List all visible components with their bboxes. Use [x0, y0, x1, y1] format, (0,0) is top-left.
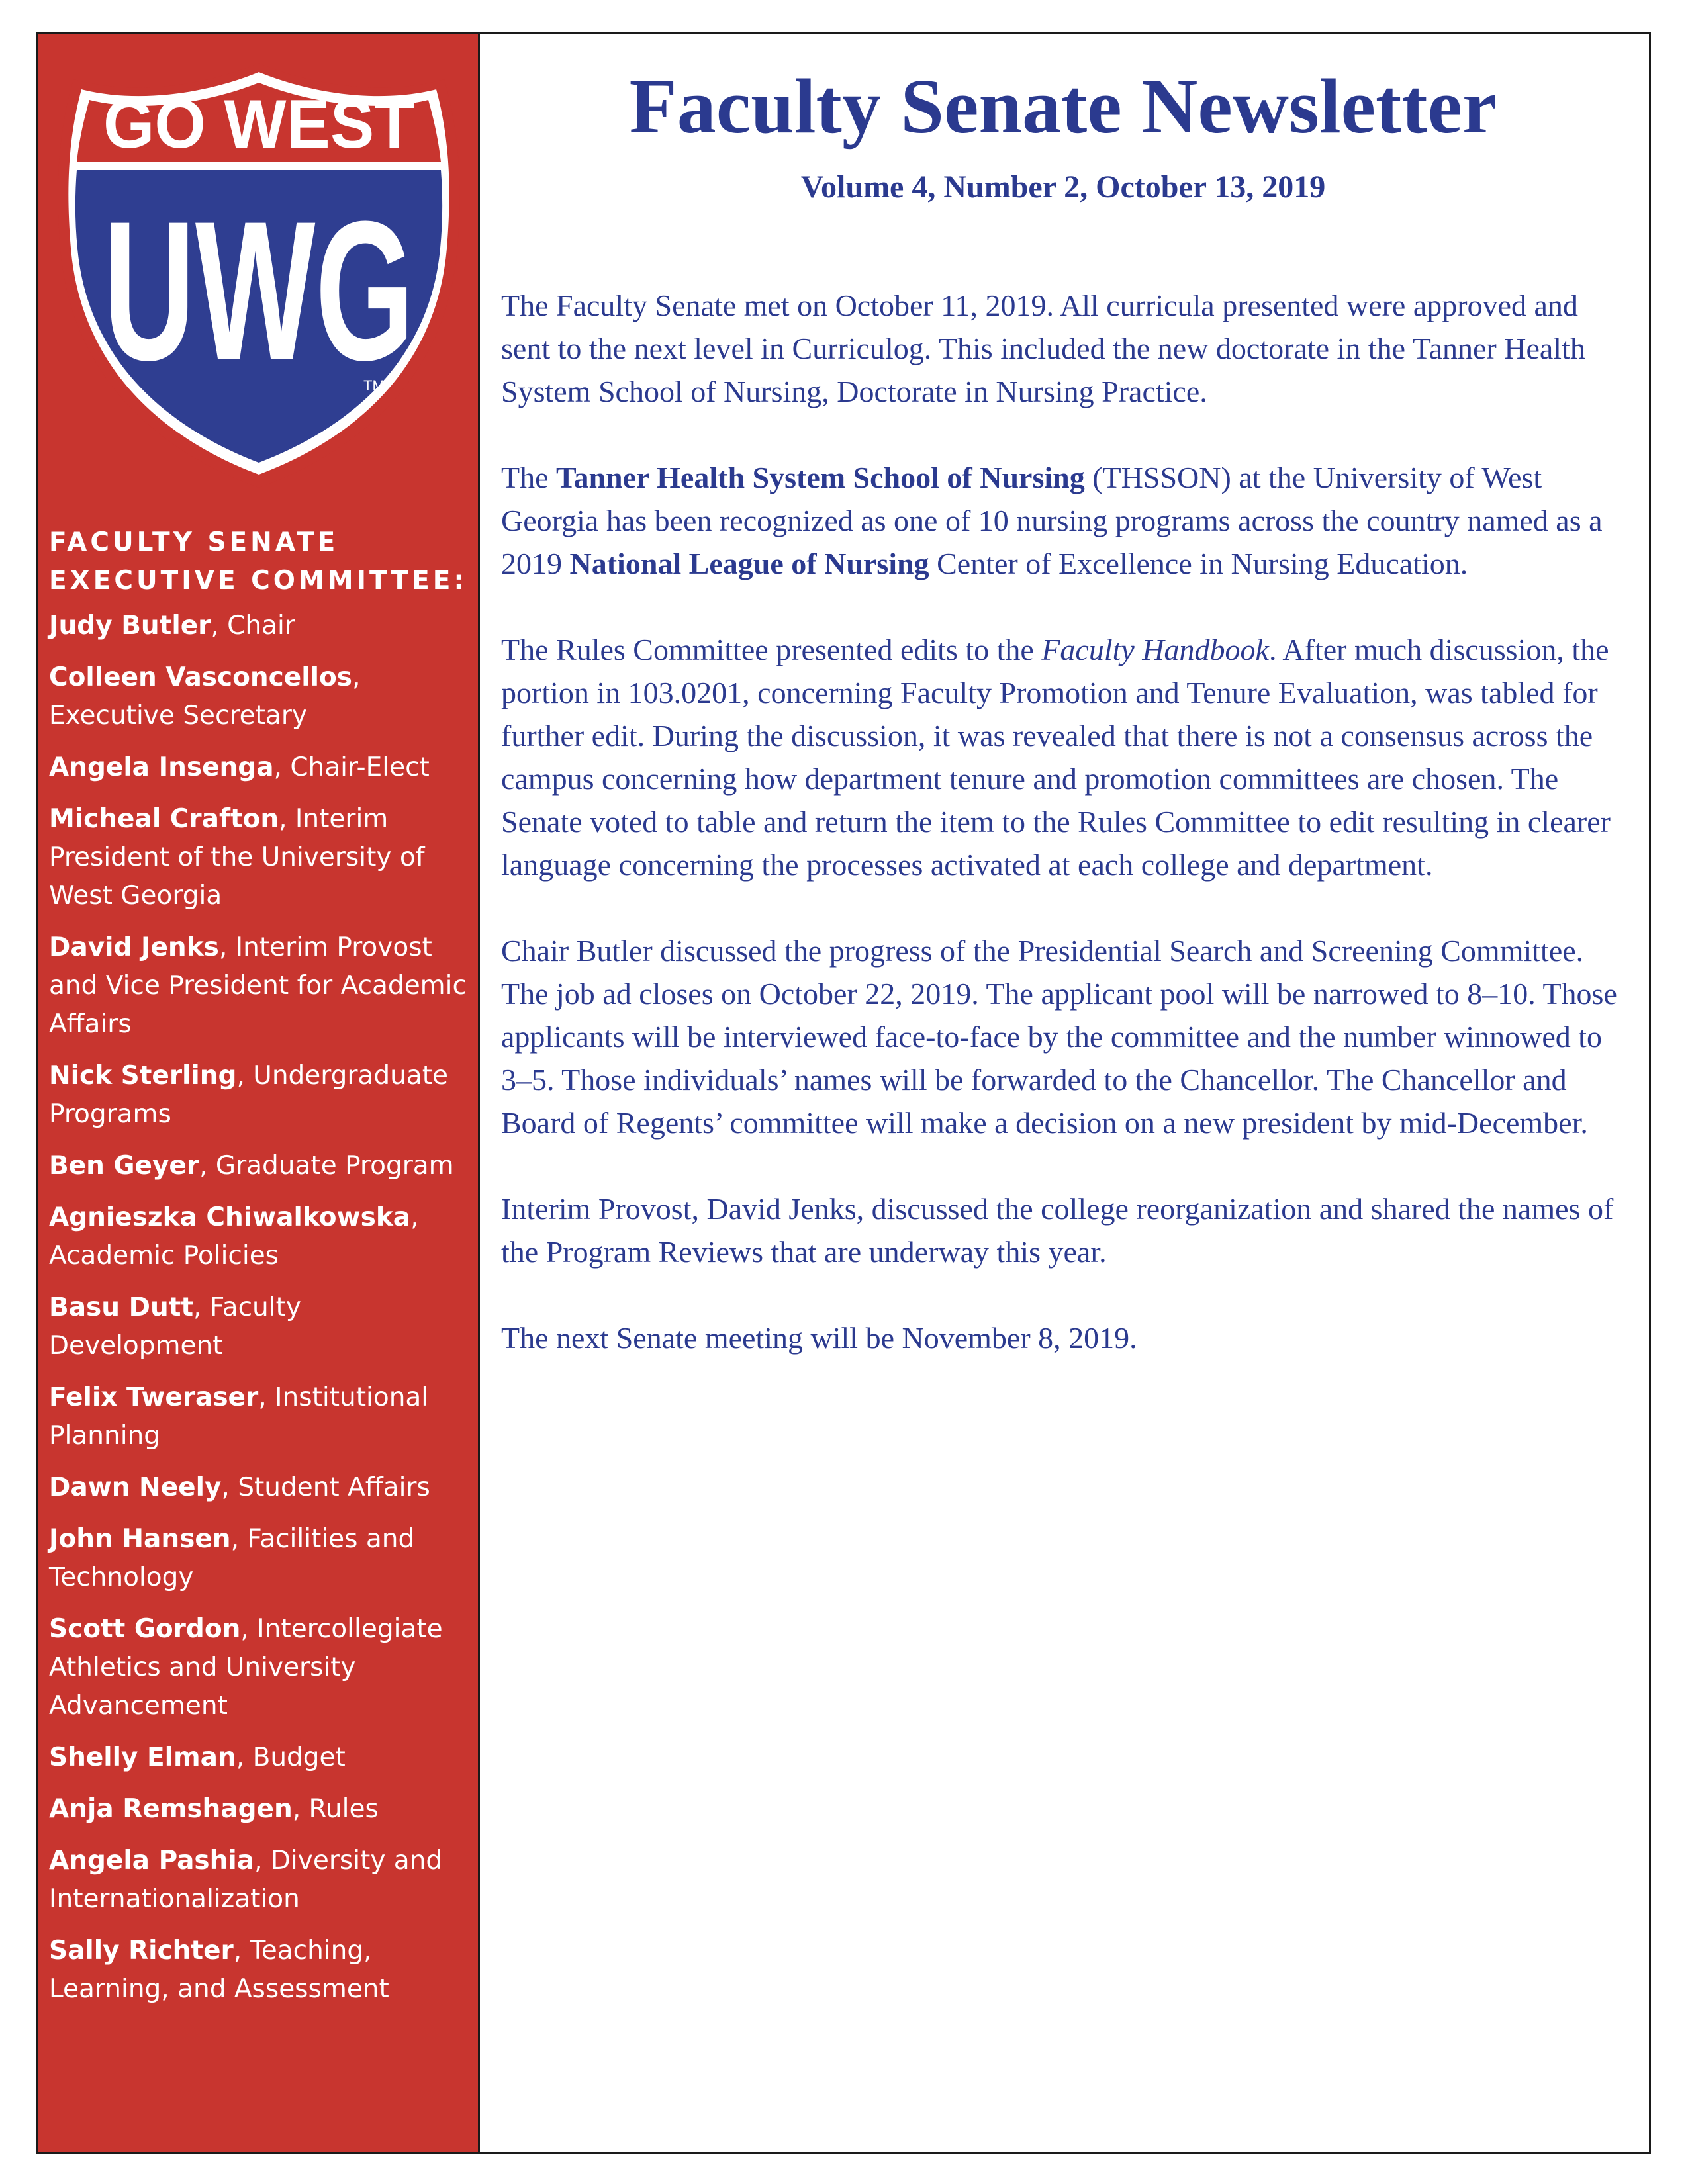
- newsletter-content: [501, 284, 1625, 1359]
- paragraph-rules-committee: [501, 628, 1625, 886]
- member-name: Felix Tweraser: [49, 1383, 259, 1412]
- member-role: , Interim Provost and Vice President for Academic Affairs: [49, 933, 467, 1039]
- logo-trademark: TM: [363, 377, 385, 394]
- committee-list: [49, 523, 469, 2022]
- committee-member: [49, 929, 469, 1044]
- committee-member: [49, 1379, 469, 1455]
- text-run: (THSSON) at the University of West Georgia has been recognized as one of 10 nursing programs across the country named as a 2019: [501, 461, 1603, 580]
- member-name: Micheal Crafton: [49, 804, 279, 834]
- sidebar: [38, 34, 480, 2152]
- committee-member: [49, 1147, 469, 1185]
- member-name: David Jenks: [49, 933, 219, 962]
- text-run: The: [501, 461, 557, 494]
- committee-member: [49, 659, 469, 735]
- committee-heading-line2: EXECUTIVE COMMITTEE:: [49, 566, 468, 596]
- committee-member: [49, 1932, 469, 2009]
- paragraph-presidential-search: Chair Butler discussed the progress of the Presidential Search and Screening Committee. The job ad closes on October 22, 2019. The applicant pool will be narrowed to 8–10. Those applicants will be interviewed face-to-face by the committee and the number winnowed to 3–5. Those individuals’ names will be forwarded to the Chancellor. The Chancellor and Board of Regents’ committee will make a decision on a new president by mid-December.: [501, 934, 1617, 1140]
- committee-member: [49, 1842, 469, 1919]
- committee-heading: [49, 523, 469, 600]
- member-role: , Chair-Elect: [273, 752, 430, 782]
- newsletter-frame: [36, 32, 1651, 2154]
- committee-member: [49, 800, 469, 915]
- member-name: Judy Butler: [49, 611, 211, 641]
- paragraph-senate-meeting: The Faculty Senate met on October 11, 2019. All curricula presented were approved and sent to the next level in Curriculog. This included the new doctorate in the Tanner Health System School of Nursing, Doctorate in Nursing Practice.: [501, 289, 1585, 408]
- logo-top-text: GO WEST: [103, 86, 414, 163]
- member-role: , Budget: [236, 1743, 346, 1772]
- member-role: , Intercollegiate Athletics and University Advancement: [49, 1614, 443, 1721]
- member-role: , Executive Secretary: [49, 662, 361, 731]
- member-role: , Chair: [211, 611, 295, 641]
- text-run-bold: National League of Nursing: [569, 547, 929, 580]
- uwg-shield-logo: [54, 50, 464, 500]
- member-name: Ben Geyer: [49, 1151, 200, 1181]
- member-name: Angela Pashia: [49, 1846, 255, 1876]
- member-name: Angela Insenga: [49, 752, 274, 782]
- member-role: , Graduate Program: [199, 1151, 454, 1181]
- member-name: Shelly Elman: [49, 1743, 236, 1772]
- member-role: , Institutional Planning: [49, 1383, 429, 1451]
- text-run: . After much discussion, the portion in 103.0201, concerning Faculty Promotion and Tenure Evaluation, was tabled for further edit. During the discussion, it was revealed that there is not a consensus across the campus concerning how department tenure and promotion committees are chosen. The Senate voted to table and return the item to the Rules Committee to edit resulting in clearer language concerning the processes activated at each college and department.: [501, 633, 1611, 882]
- member-role: , Diversity and Internationalization: [49, 1846, 443, 1914]
- member-role: , Faculty Development: [49, 1293, 301, 1361]
- committee-member: [49, 1199, 469, 1275]
- committee-member: [49, 1520, 469, 1597]
- member-role: , Interim President of the University of West Georgia: [49, 804, 425, 911]
- member-name: Scott Gordon: [49, 1614, 241, 1644]
- text-run-italic: Faculty Handbook: [1041, 633, 1269, 666]
- member-name: Nick Sterling: [49, 1061, 237, 1091]
- member-name: Colleen Vasconcellos: [49, 662, 352, 692]
- committee-member: [49, 1739, 469, 1777]
- committee-member: [49, 1610, 469, 1725]
- logo-main-text: UWG: [103, 179, 414, 402]
- member-role: , Student Affairs: [221, 1473, 430, 1502]
- member-role: , Facilities and Technology: [49, 1524, 415, 1592]
- member-role: , Undergraduate Programs: [49, 1061, 448, 1129]
- paragraph-reorganization: Interim Provost, David Jenks, discussed the college reorganization and shared the names of the Program Reviews that are underway this year.: [501, 1192, 1614, 1269]
- member-name: Agnieszka Chiwalkowska: [49, 1203, 411, 1232]
- committee-member: [49, 607, 469, 645]
- member-role: , Academic Policies: [49, 1203, 419, 1271]
- committee-heading-line1: FACULTY SENATE: [49, 527, 339, 557]
- member-name: John Hansen: [49, 1524, 231, 1554]
- committee-member: [49, 749, 469, 787]
- member-role: , Teaching, Learning, and Assessment: [49, 1936, 389, 2004]
- committee-member: [49, 1790, 469, 1829]
- committee-member: [49, 1057, 469, 1134]
- text-run: The Rules Committee presented edits to the: [501, 633, 1042, 666]
- newsletter-body: [480, 34, 1649, 2152]
- text-run-bold: Tanner Health System School of Nursing: [556, 461, 1085, 494]
- member-name: Anja Remshagen: [49, 1794, 293, 1824]
- member-role: , Rules: [292, 1794, 379, 1824]
- paragraph-next-meeting: The next Senate meeting will be November 8, 2019.: [501, 1321, 1137, 1355]
- member-name: Sally Richter: [49, 1936, 234, 1966]
- committee-member: [49, 1469, 469, 1507]
- newsletter-title: Faculty Senate Newsletter: [629, 63, 1497, 150]
- paragraph-nursing-recognition: [501, 456, 1625, 585]
- newsletter-subtitle: Volume 4, Number 2, October 13, 2019: [800, 169, 1326, 205]
- text-run: Center of Excellence in Nursing Education.: [929, 547, 1468, 580]
- committee-member: [49, 1289, 469, 1365]
- member-name: Dawn Neely: [49, 1473, 222, 1502]
- member-name: Basu Dutt: [49, 1293, 194, 1322]
